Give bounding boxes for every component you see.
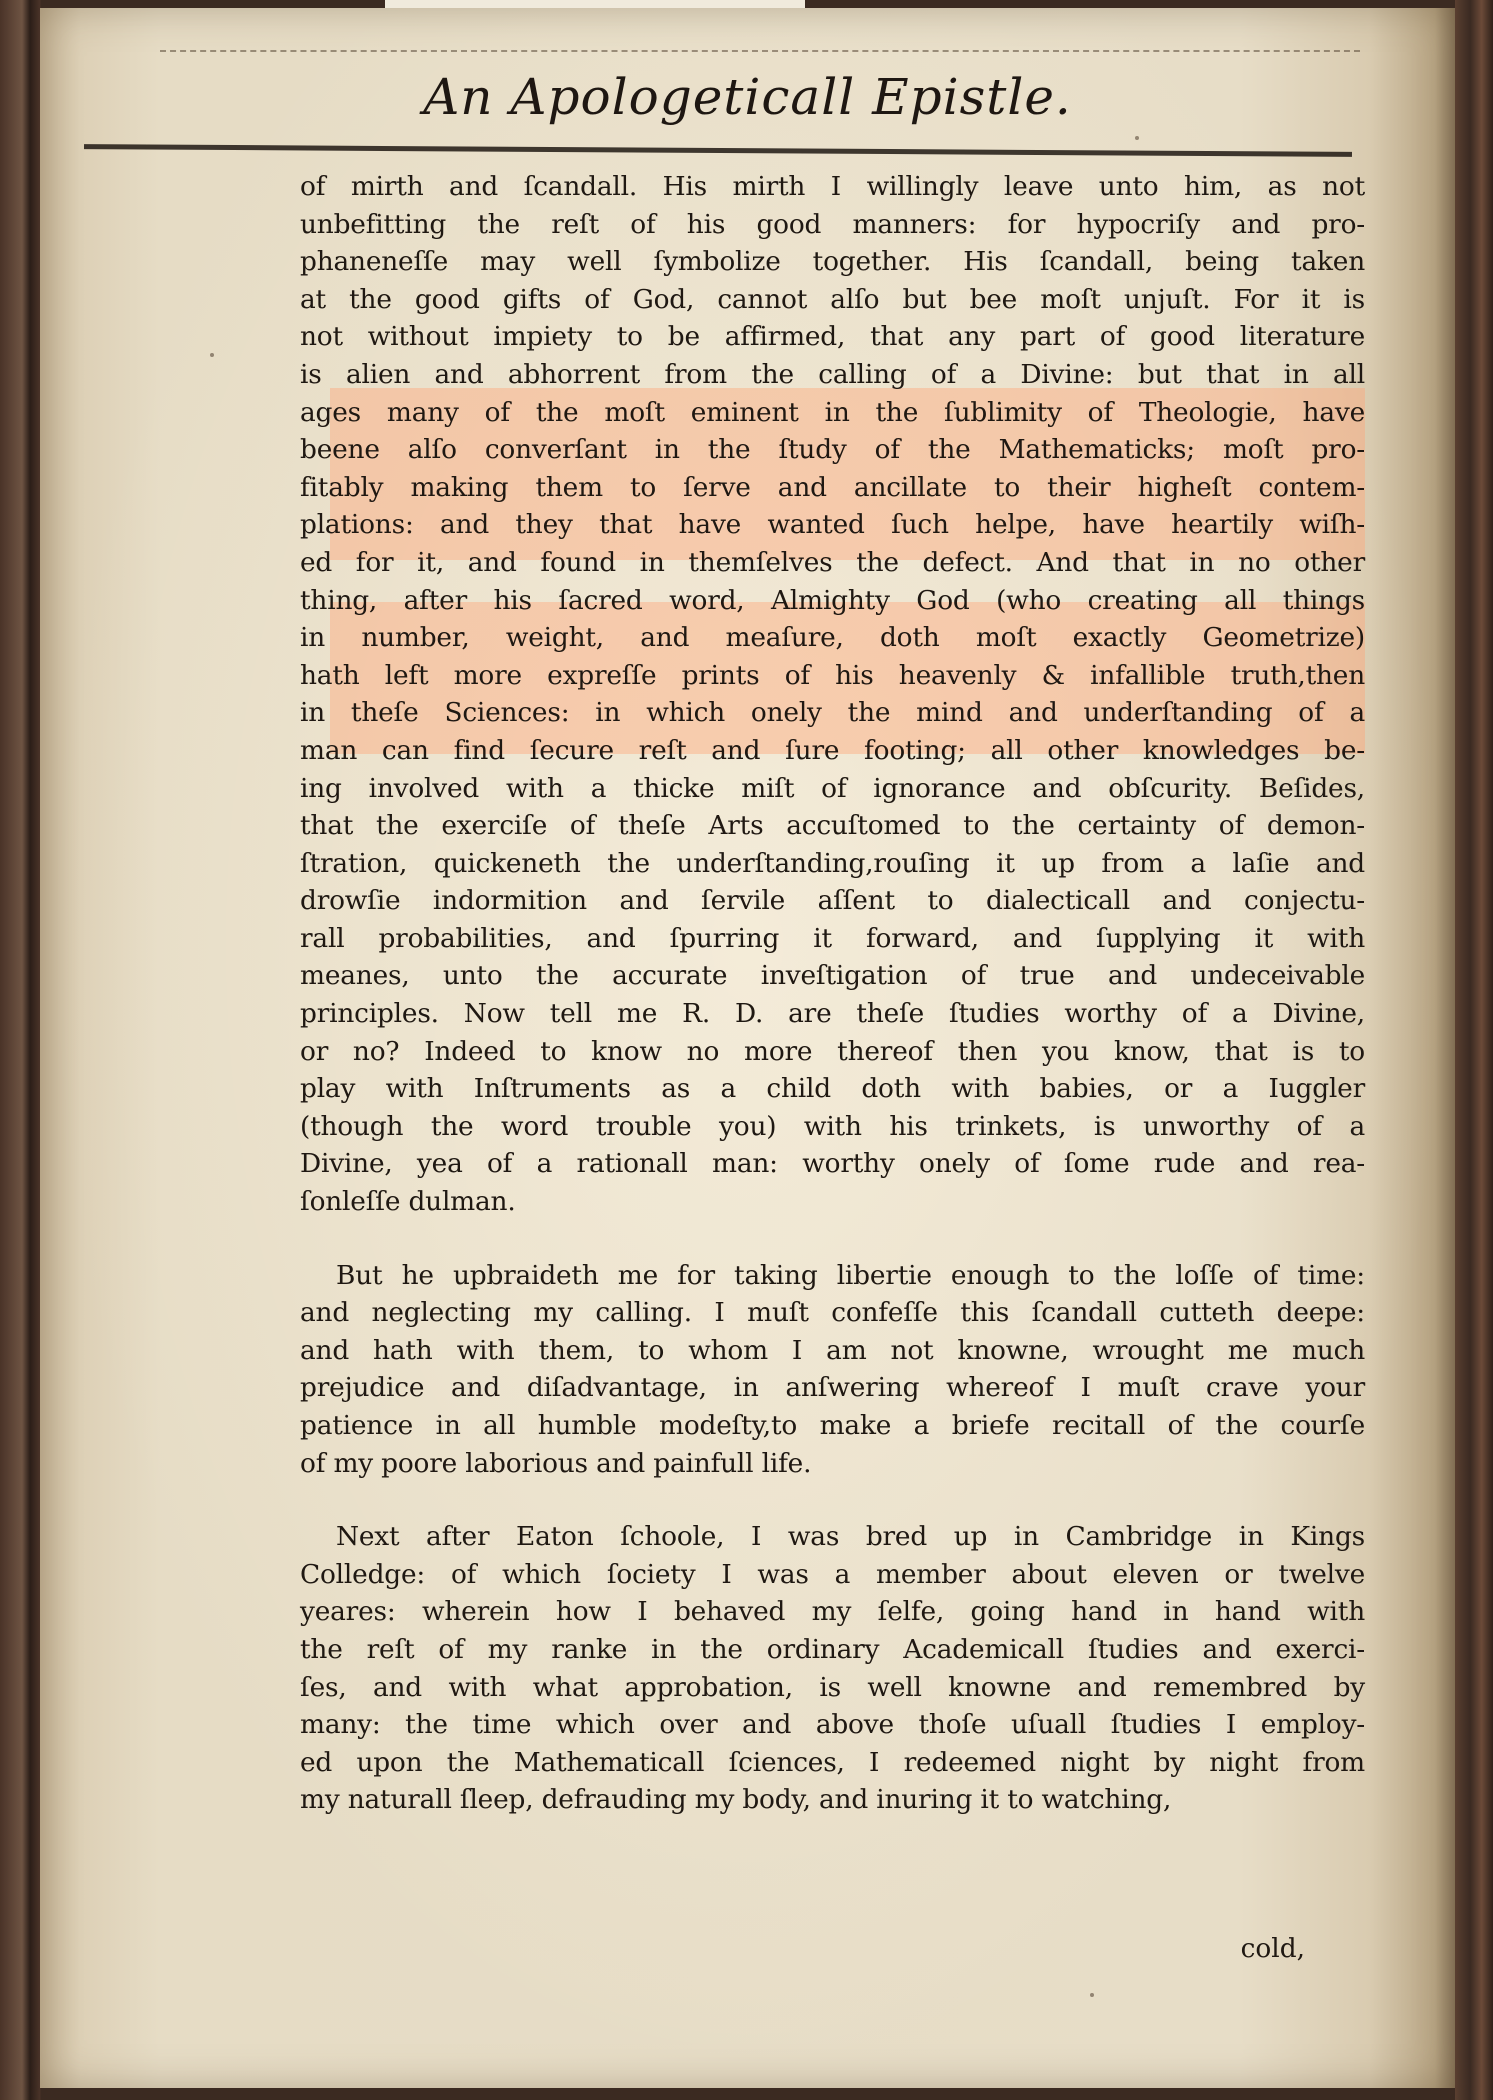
text-line: Divine, yea of a rationall man: worthy onely of ſome rude and rea- xyxy=(300,1148,1365,1180)
text-line: beene alſo converſant in the ſtudy of the Mathematicks; moſt pro- xyxy=(300,434,1365,466)
text-line: man can find ſecure reſt and ſure footing; all other knowledges be- xyxy=(300,734,1365,766)
text-line: drowſie indormition and ſervile aſſent to dialecticall and conjectu- xyxy=(300,885,1365,917)
text-line: yeares: wherein how I behaved my ſelfe, going hand in hand with xyxy=(300,1596,1365,1628)
text-line: But he upbraideth me for taking libertie enough to the loſſe of time: xyxy=(336,1259,1365,1291)
text-line: in theſe Sciences: in which onely the mind and underſtanding of a xyxy=(300,697,1365,729)
text-line: unbefitting the reſt of his good manners: for hypocriſy and pro- xyxy=(300,208,1365,240)
running-head: An Apologeticall Epistle. xyxy=(423,68,1072,126)
paper-speck xyxy=(1090,1993,1094,1997)
paragraph-gap xyxy=(300,1482,1365,1518)
body-text xyxy=(300,168,1365,1819)
text-line: my naturall ſleep, defrauding my body, and inuring it to watching, xyxy=(300,1784,1172,1816)
text-line: the reſt of my ranke in the ordinary Academicall ſtudies and exerci- xyxy=(300,1633,1365,1665)
text-line: ed upon the Mathematicall ſciences, I redeemed night by night from xyxy=(300,1746,1365,1778)
text-line: of mirth and ſcandall. His mirth I willingly leave unto him, as not xyxy=(300,171,1365,202)
text-line: meanes, unto the accurate inveſtigation of true and undeceivable xyxy=(300,960,1365,992)
text-line: ed for it, and found in themſelves the defect. And that in no other xyxy=(300,546,1365,578)
text-line: of my poore laborious and painfull life. xyxy=(300,1447,812,1479)
text-line: that the exerciſe of theſe Arts accuſtomed to the certainty of demon- xyxy=(300,810,1365,842)
text-line: Colledge: of which ſociety I was a member about eleven or twelve xyxy=(300,1558,1365,1590)
paper-speck xyxy=(210,353,214,357)
text-line: at the good gifts of God, cannot alſo but bee moſt unjuſt. For it is xyxy=(300,283,1365,315)
text-line: ſtration, quickeneth the underſtanding,rouſing it up from a laſie and xyxy=(300,847,1365,879)
head-rule xyxy=(84,144,1352,157)
text-line: and neglecting my calling. I muſt confeſſe this ſcandall cutteth deepe: xyxy=(300,1297,1365,1329)
top-ornament-rule xyxy=(160,50,1360,52)
paragraph-gap xyxy=(300,1221,1365,1257)
text-line: prejudice and diſadvantage, in anſwering whereof I muſt crave your xyxy=(300,1372,1365,1404)
book-page xyxy=(40,8,1455,2088)
text-line: ſonleſſe dulman. xyxy=(300,1186,516,1218)
catchword: cold, xyxy=(1240,1933,1305,1964)
book-binding-edge xyxy=(1455,0,1493,2100)
text-line: is alien and abhorrent from the calling of a Divine: but that in all xyxy=(300,358,1365,390)
text-line: fitably making them to ſerve and ancillate to their higheſt contem- xyxy=(300,471,1365,503)
text-line: ing involved with a thicke miſt of ignorance and obſcurity. Beſides, xyxy=(300,772,1365,804)
text-line: play with Inſtruments as a child doth with babies, or a Iuggler xyxy=(300,1073,1365,1105)
text-line: in number, weight, and meaſure, doth moſt exactly Geometrize) xyxy=(300,622,1365,654)
text-line: many: the time which over and above thoſe uſuall ſtudies I employ- xyxy=(300,1709,1365,1741)
paper-speck xyxy=(1135,136,1139,140)
text-line: (though the word trouble you) with his trinkets, is unworthy of a xyxy=(300,1110,1365,1142)
text-line: not without impiety to be affirmed, that any part of good literature xyxy=(300,321,1365,353)
text-line: rall probabilities, and ſpurring it forward, and ſupplying it with xyxy=(300,922,1365,954)
text-line: plations: and they that have wanted ſuch helpe, have heartily wiſh- xyxy=(300,509,1365,541)
text-line: principles. Now tell me R. D. are theſe ſtudies worthy of a Divine, xyxy=(300,998,1365,1030)
text-line: ſes, and with what approbation, is well knowne and remembred by xyxy=(300,1671,1365,1703)
text-line: patience in all humble modeſty,to make a briefe recitall of the courſe xyxy=(300,1410,1365,1441)
text-line: hath left more expreſſe prints of his heavenly & infallible truth,then xyxy=(300,659,1365,691)
text-line: Next after Eaton ſchoole, I was bred up in Cambridge in Kings xyxy=(336,1521,1365,1553)
text-line: and hath with them, to whom I am not knowne, wrought me much xyxy=(300,1334,1365,1366)
text-line: or no? Indeed to know no more thereof then you know, that is to xyxy=(300,1035,1365,1067)
text-line: thing, after his ſacred word, Almighty God (who creating all things xyxy=(300,584,1365,616)
text-line: phaneneſſe may well ſymbolize together. His ſcandall, being taken xyxy=(300,246,1365,278)
text-line: ages many of the moſt eminent in the ſublimity of Theologie, have xyxy=(300,396,1365,428)
